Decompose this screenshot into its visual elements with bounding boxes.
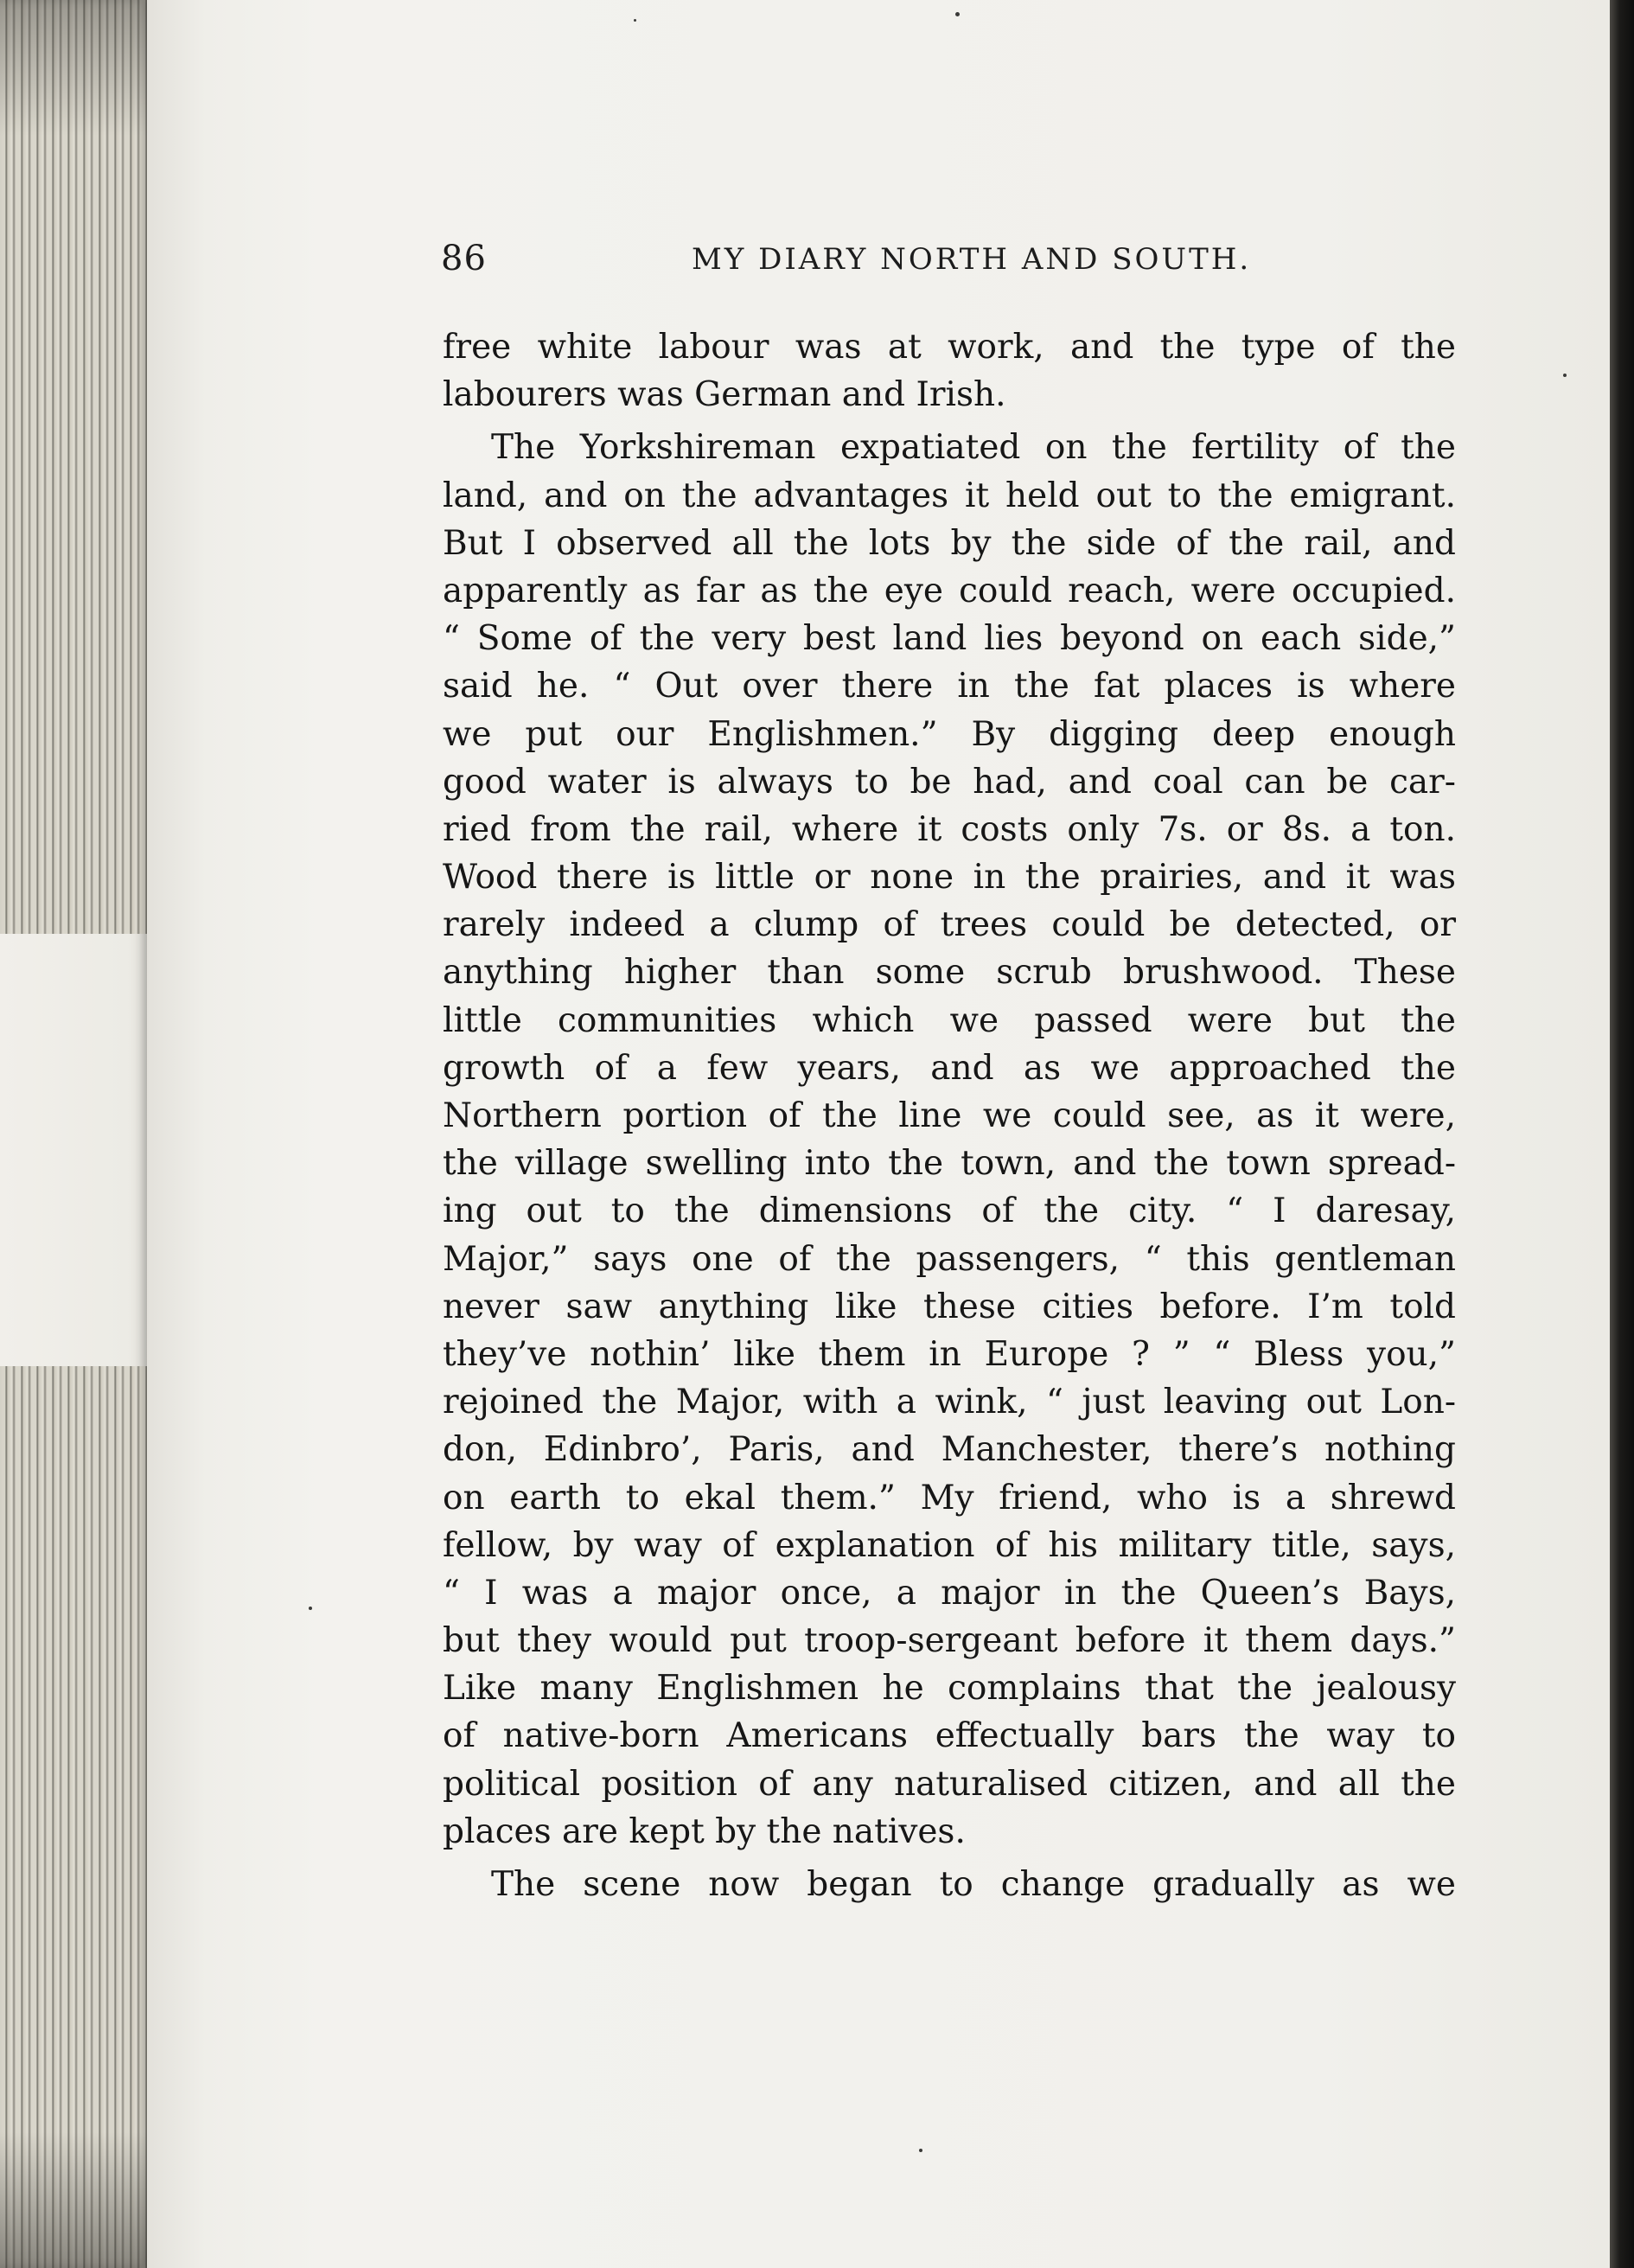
body-text	[443, 323, 1456, 1908]
paragraph	[443, 1861, 1456, 1908]
text-line: on earth to ekal them.” My friend, who is a shrewd	[443, 1478, 1456, 1517]
text-line: places are kept by the natives.	[443, 1811, 966, 1851]
text-line: rarely indeed a clump of trees could be detected, or	[443, 905, 1456, 945]
text-line: ried from the rail, where it costs only 7s. or 8s. a ton.	[443, 809, 1456, 849]
text-line: land, and on the advantages it held out to the emigrant.	[443, 476, 1456, 515]
text-line: Northern portion of the line we could see, as it were,	[443, 1096, 1456, 1135]
print-speck	[919, 2149, 922, 2152]
text-line: we put our Englishmen.” By digging deep enough	[443, 714, 1456, 754]
text-line: The Yorkshireman expatiated on the fertility of the	[491, 428, 1456, 468]
text-line: never saw anything like these cities before. I’m told	[443, 1287, 1456, 1326]
text-line: The scene now began to change gradually as we	[491, 1865, 1456, 1904]
text-line: said he. “ Out over there in the fat places is where	[443, 667, 1456, 706]
text-line: political position of any naturalised citizen, and all the	[443, 1764, 1456, 1804]
text-line: of native-born Americans effectually bars the way to	[443, 1716, 1456, 1756]
text-line: rejoined the Major, with a wink, “ just leaving out Lon-	[443, 1383, 1456, 1422]
book-cover-edge	[1610, 0, 1634, 2268]
text-line: But I observed all the lots by the side of the rail, and	[443, 523, 1456, 563]
text-line: apparently as far as the eye could reach, were occupied.	[443, 571, 1456, 610]
text-line: little communities which we passed were but the	[443, 1000, 1456, 1040]
text-line: they’ve nothin’ like them in Europe ? ” “ Bless you,”	[443, 1334, 1456, 1374]
page-edge-highlight	[0, 934, 160, 1366]
running-head: MY DIARY NORTH AND SOUTH.	[692, 242, 1252, 277]
paragraph	[443, 424, 1456, 1856]
print-speck	[955, 12, 960, 16]
text-line: the village swelling into the town, and the town spread-	[443, 1144, 1456, 1184]
text-line: Major,” says one of the passengers, “ this gentleman	[443, 1239, 1456, 1279]
text-line: anything higher than some scrub brushwood. These	[443, 953, 1456, 993]
text-line: “ Some of the very best land lies beyond on each side,”	[443, 619, 1456, 659]
text-line: Wood there is little or none in the prairies, and it was	[443, 858, 1456, 898]
text-line: ing out to the dimensions of the city. “ I daresay,	[443, 1191, 1456, 1231]
text-line: labourers was German and Irish.	[443, 375, 1006, 415]
text-line: free white labour was at work, and the type of the	[443, 328, 1456, 367]
print-speck	[309, 1607, 312, 1610]
text-line: Like many Englishmen he complains that the jealousy	[443, 1669, 1456, 1709]
text-line: “ I was a major once, a major in the Queen’s Bays,	[443, 1573, 1456, 1613]
print-speck	[634, 19, 636, 22]
print-speck	[1563, 374, 1567, 377]
page-number: 86	[441, 239, 487, 278]
text-line: don, Edinbro’, Paris, and Manchester, there’s nothing	[443, 1430, 1456, 1470]
text-line: fellow, by way of explanation of his military title, says,	[443, 1525, 1456, 1565]
page-header	[441, 239, 1461, 291]
text-line: but they would put troop-sergeant before it them days.”	[443, 1621, 1456, 1661]
text-line: good water is always to be had, and coal can be car-	[443, 762, 1456, 802]
paragraph	[443, 323, 1456, 418]
text-line: growth of a few years, and as we approached the	[443, 1048, 1456, 1088]
